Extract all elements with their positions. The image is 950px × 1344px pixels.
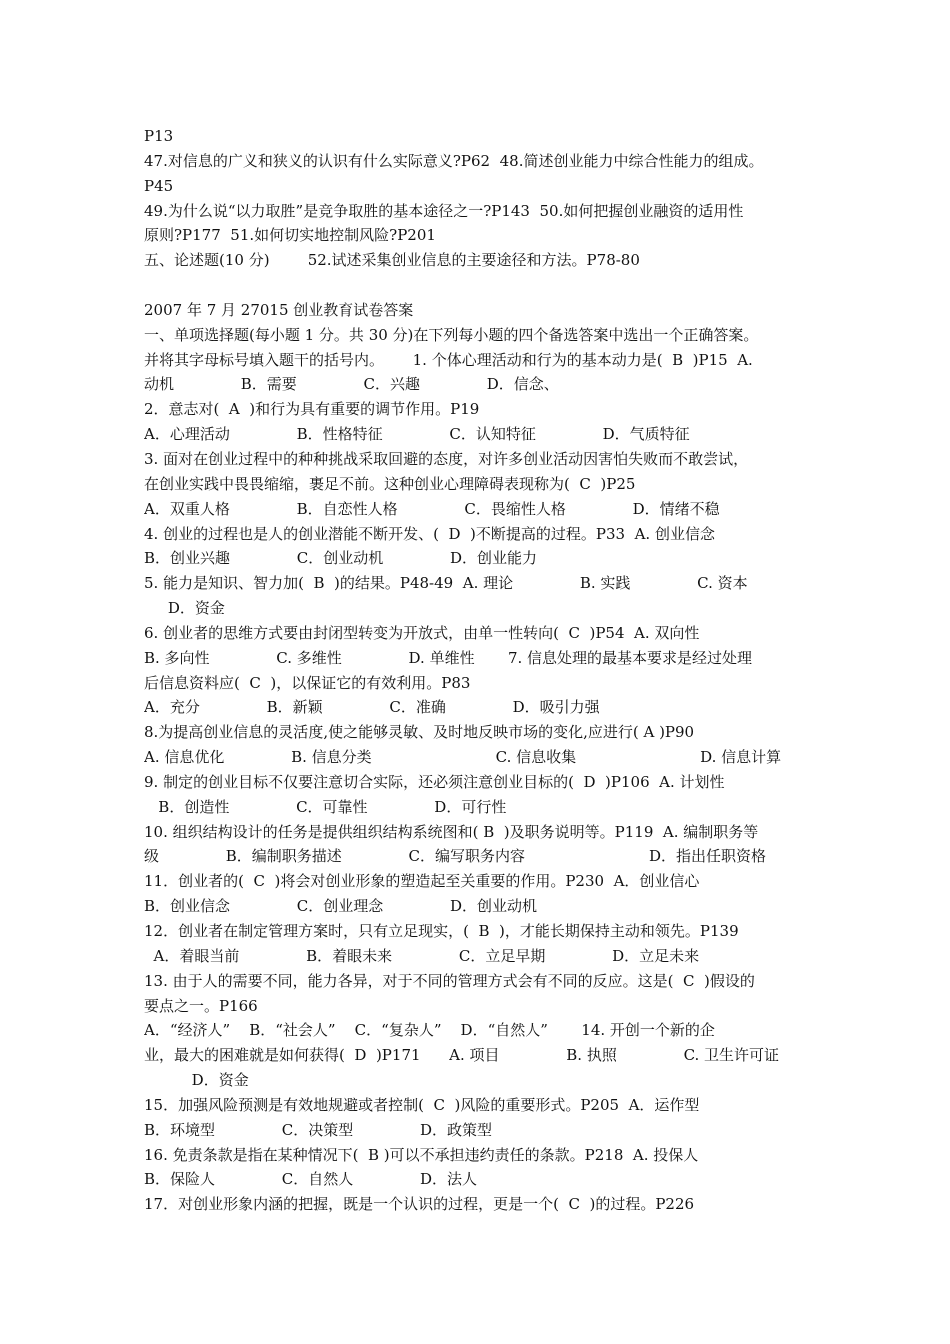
text-line: B．保险人 C．自然人 D．法人 <box>144 1170 478 1189</box>
text-line: 业，最大的困难就是如何获得( D )P171 A. 项目 B. 执照 C. 卫生许可证 <box>144 1046 780 1065</box>
text-line: A．心理活动 B．性格特征 C．认知特征 D．气质特征 <box>144 425 690 444</box>
text-line: B．创造性 C．可靠性 D．可行性 <box>144 797 507 816</box>
text-line: 47.对信息的广义和狭义的认识有什么实际意义?P62 48.简述创业能力中综合性能力的组成。 <box>144 151 764 170</box>
text-line: 8.为提高创业信息的灵活度,使之能够灵敏、及时地反映市场的变化,应进行( A )P90 <box>144 723 695 742</box>
text-line: B. 多向性 C. 多维性 D. 单维性 7. 信息处理的最基本要求是经过处理 <box>144 648 753 667</box>
text-line: B．创业信念 C．创业理念 D．创业动机 <box>144 897 538 916</box>
text-line: 2．意志对( A )和行为具有重要的调节作用。P19 <box>144 400 480 419</box>
text-line: 4. 创业的过程也是人的创业潜能不断开发、( D )不断提高的过程。P33 A. 创业信念 <box>144 524 715 543</box>
text-line: A．双重人格 B．自恋性人格 C．畏缩性人格 D．情绪不稳 <box>144 499 720 518</box>
text-line: 11．创业者的( C )将会对创业形象的塑造起至关重要的作用。P230 A．创业信心 <box>144 872 700 891</box>
text-line: 16. 免责条款是指在某种情况下( B )可以不承担违约责任的条款。P218 A. 投保人 <box>144 1145 699 1164</box>
text-line: A．“经济人” B．“社会人” C．“复杂人” D．“自然人” 14. 开创一个新的企 <box>144 1021 715 1040</box>
text-line: 后信息资料应( C )，以保证它的有效利用。P83 <box>144 673 471 692</box>
text-line: P13 <box>144 127 174 145</box>
text-line: 6. 创业者的思维方式要由封闭型转变为开放式，由单一性转向( C )P54 A. 双向性 <box>144 623 700 642</box>
text-line: 并将其字母标号填入题干的括号内。 1. 个体心理活动和行为的基本动力是( B )P15 A. <box>144 350 753 369</box>
text-line: B．环境型 C．决策型 D．政策型 <box>144 1120 493 1139</box>
text-line: 10. 组织结构设计的任务是提供组织结构系统图和( B )及职务说明等。P119 A. 编制职务等 <box>144 822 759 841</box>
text-line: D．资金 <box>144 599 225 618</box>
text-line: B．创业兴趣 C．创业动机 D．创业能力 <box>144 549 538 568</box>
text-line: 在创业实践中畏畏缩缩，裹足不前。这种创业心理障碍表现称为( C )P25 <box>144 474 636 493</box>
text-line: 9. 制定的创业目标不仅要注意切合实际，还必须注意创业目标的( D )P106 A. 计划性 <box>144 772 725 791</box>
text-line: D．资金 <box>144 1071 249 1090</box>
section-heading-single-choice: 一、单项选择题(每小题 1 分。共 30 分)在下列每小题的四个备选答案中选出一个正确答案。 <box>144 325 759 344</box>
text-line: 49.为什么说“以力取胜”是竞争取胜的基本途径之一?P143 50.如何把握创业融资的适用性 <box>144 201 744 220</box>
text-line: 13. 由于人的需要不同，能力各异，对于不同的管理方式会有不同的反应。这是( C )假设的 <box>144 971 755 990</box>
document-body <box>144 124 816 1217</box>
text-line: 5. 能力是知识、智力加( B )的结果。P48-49 A. 理论 B. 实践 C. 资本 <box>144 574 748 593</box>
text-line: 原则?P177 51.如何切实地控制风险?P201 <box>144 226 436 245</box>
blank-line <box>144 273 816 298</box>
text-line: P45 <box>144 176 174 195</box>
document-title: 2007 年 7 月 27015 创业教育试卷答案 <box>144 300 414 319</box>
text-line: 3. 面对在创业过程中的种种挑战采取回避的态度，对许多创业活动因害怕失败而不敢尝试， <box>144 449 749 468</box>
text-line: A. 信息优化 B. 信息分类 C. 信息收集 D. 信息计算 <box>144 748 782 767</box>
text-line: 级 B．编制职务描述 C．编写职务内容 D．指出任职资格 <box>144 847 767 866</box>
text-line: 动机 B．需要 C．兴趣 D．信念、 <box>144 375 559 394</box>
text-line: A．着眼当前 B．着眼未来 C．立足早期 D．立足未来 <box>144 946 700 965</box>
text-line: A．充分 B．新颖 C．准确 D．吸引力强 <box>144 698 600 717</box>
section-heading-essay: 五、论述题(10 分) 52.试述采集创业信息的主要途径和方法。P78-80 <box>144 251 640 270</box>
text-line: 15．加强风险预测是有效地规避或者控制( C )风险的重要形式。P205 A．运作型 <box>144 1095 700 1114</box>
text-line: 要点之一。P166 <box>144 996 258 1015</box>
text-line: 17．对创业形象内涵的把握，既是一个认识的过程，更是一个( C )的过程。P226 <box>144 1195 695 1214</box>
text-line: 12．创业者在制定管理方案时，只有立足现实，( B )，才能长期保持主动和领先。P139 <box>144 922 739 940</box>
